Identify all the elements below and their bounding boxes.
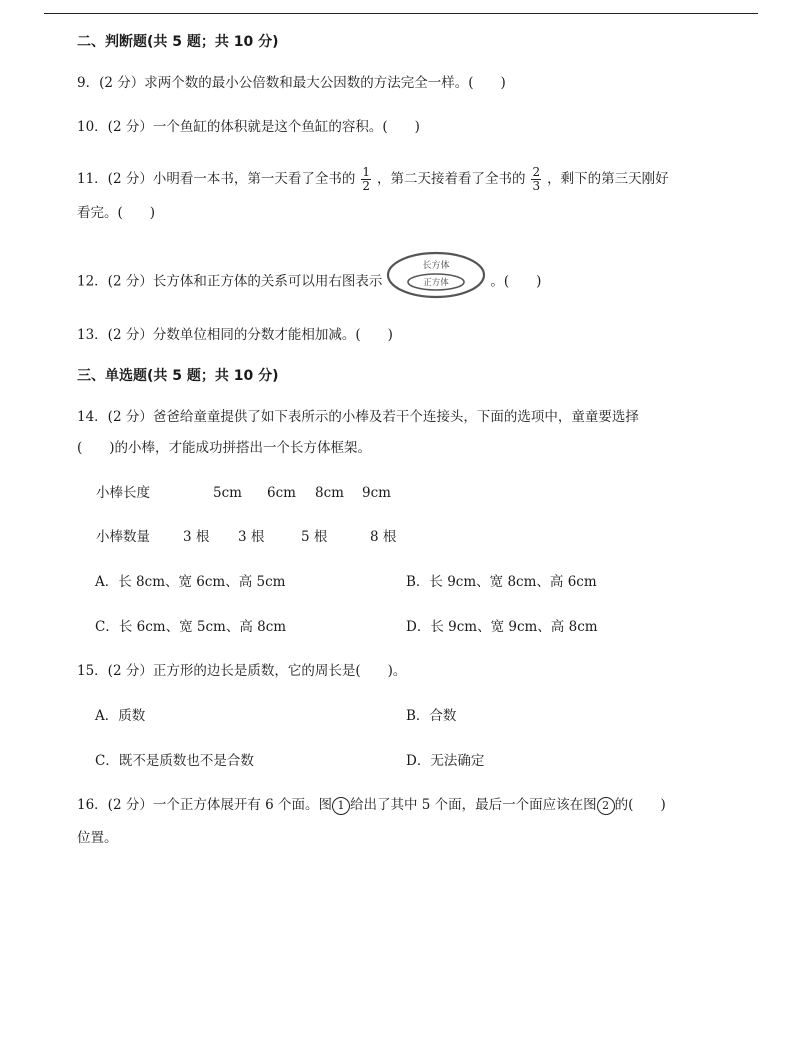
question-13: 13．(2 分）分数单位相同的分数才能相加减。( ) — [77, 327, 393, 343]
table-row-label-count: 小棒数量 — [96, 529, 150, 545]
table-cell: 3 根 — [238, 529, 265, 545]
question-9: 9．(2 分）求两个数的最小公倍数和最大公因数的方法完全一样。( ) — [77, 75, 506, 91]
fraction-denominator: 2 — [362, 179, 370, 193]
question-16 — [77, 795, 666, 815]
table-cell: 6cm — [267, 485, 296, 501]
fraction-numerator: 2 — [532, 165, 541, 179]
inner-ellipse-label: 正方体 — [423, 278, 450, 288]
question-11-line2: 看完。( ) — [77, 205, 156, 221]
table-cell: 3 根 — [183, 529, 210, 545]
outer-ellipse-label: 长方体 — [422, 261, 450, 271]
question-12 — [77, 261, 542, 300]
table-cell: 5cm — [213, 485, 242, 501]
question-10: 10．(2 分）一个鱼缸的体积就是这个鱼缸的容积。( ) — [77, 119, 420, 135]
fraction-one-half — [361, 166, 371, 193]
q16-part3: 的( ) — [614, 797, 666, 813]
fraction-two-thirds — [531, 166, 541, 193]
table-cell: 8 根 — [370, 529, 397, 545]
fraction-denominator: 3 — [532, 179, 541, 193]
q15-option-a[interactable]: A．质数 — [95, 708, 146, 724]
q15-option-d[interactable]: D．无法确定 — [406, 753, 485, 769]
q11-suffix: ，剩下的第三天刚好 — [547, 171, 669, 187]
section-heading-judge: 二、判断题(共 5 题；共 10 分) — [77, 34, 279, 50]
q14-option-c[interactable]: C．长 6cm、宽 5cm、高 8cm — [95, 619, 287, 635]
top-rule — [44, 13, 758, 14]
circled-number-2: 2 — [597, 797, 615, 815]
table-cell: 9cm — [362, 485, 391, 501]
question-15: 15．(2 分）正方形的边长是质数，它的周长是( )。 — [77, 663, 407, 679]
q14-option-a[interactable]: A．长 8cm、宽 6cm、高 5cm — [95, 574, 286, 590]
q14-option-d[interactable]: D．长 9cm、宽 9cm、高 8cm — [406, 619, 598, 635]
table-row-label-length: 小棒长度 — [96, 485, 150, 501]
question-14-line1: 14．(2 分）爸爸给童童提供了如下表所示的小棒及若干个连接头，下面的选项中，童童要选择 — [77, 409, 639, 425]
circled-number-1: 1 — [332, 797, 350, 815]
q16-part1: 16．(2 分）一个正方体展开有 6 个面。图 — [77, 797, 332, 813]
fraction-numerator: 1 — [362, 165, 370, 179]
q14-option-b[interactable]: B．长 9cm、宽 8cm、高 6cm — [406, 574, 597, 590]
q11-middle: ，第二天接着看了全书的 — [376, 171, 526, 187]
question-11 — [77, 166, 669, 193]
question-14-line2: ( )的小棒，才能成功拼搭出一个长方体框架。 — [77, 440, 372, 456]
q16-part2: 给出了其中 5 个面，最后一个面应该在图 — [350, 797, 597, 813]
q12-suffix: 。( ) — [490, 273, 542, 290]
q15-option-b[interactable]: B．合数 — [406, 708, 457, 724]
table-cell: 5 根 — [301, 529, 328, 545]
section-heading-single: 三、单选题(共 5 题；共 10 分) — [77, 368, 279, 384]
q15-option-c[interactable]: C．既不是质数也不是合数 — [95, 753, 254, 769]
cuboid-cube-venn-figure — [386, 250, 486, 300]
q11-prefix: 11．(2 分）小明看一本书，第一天看了全书的 — [77, 171, 356, 187]
table-cell: 8cm — [315, 485, 344, 501]
q12-prefix: 12．(2 分）长方体和正方体的关系可以用右图表示 — [77, 273, 383, 290]
venn-ellipses-icon — [386, 250, 486, 300]
question-16-line2: 位置。 — [77, 830, 118, 846]
